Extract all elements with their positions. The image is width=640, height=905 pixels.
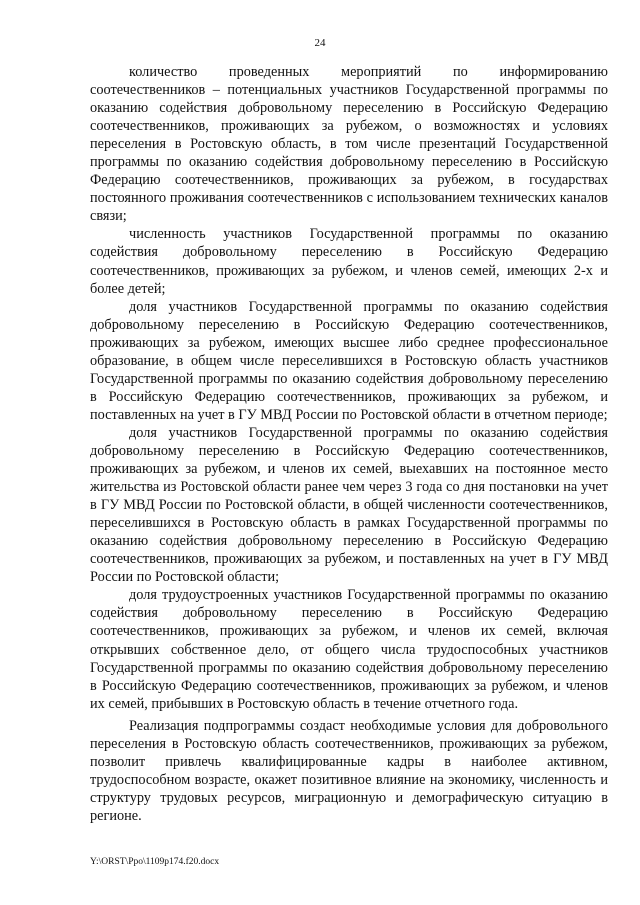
paragraph-employed-share: доля трудоустроенных участников Государственной программы по оказанию содействия добровольному переселению в Российскую Федерацию соотечественников, проживающих за рубежом, и членов их семей, включая открывших собственное дело, от общего числа трудоспособных участников Государственной программы по оказанию содействия добровольному переселению в Российскую Федерацию соотечественников, проживающих за рубежом, и членов их семей, прибывших в Ростовскую область в течение отчетного года. (90, 587, 608, 712)
page-number: 24 (314, 37, 326, 49)
paragraph-events-count: количество проведенных мероприятий по информированию соотечественников – потенциальных участников Государственной программы по оказанию содействия добровольному переселению в Российскую Федерацию соотечественников, проживающих за рубежом, о возможностях и условиях переселения в Ростовскую область, в том числе презентаций Государственной программы по оказанию содействия добровольному переселению в Российскую Федерацию соотечественников, проживающих за рубежом, в государствах постоянного проживания соотечественников с использованием технических каналов связи; (90, 64, 608, 225)
paragraph-large-families: численность участников Государственной программы по оказанию содействия добровольному переселению в Российскую Федерацию соотечественников, проживающих за рубежом, и членов семей, имеющих 2-х и более детей; (90, 226, 608, 297)
paragraph-departed-share: доля участников Государственной программы по оказанию содействия добровольному переселению в Российскую Федерацию соотечественников, проживающих за рубежом, и членов их семей, выехавших на постоянное место жительства из Ростовской области ранее чем через 3 года со дня постановки на учет в ГУ МВД России по Ростовской области, в общей численности соотечественников, переселившихся в Ростовскую область в рамках Государственной программы по оказанию содействия добровольному переселению в Российскую Федерацию соотечественников, проживающих за рубежом, и поставленных на учет в ГУ МВД России по Ростовской области; (90, 424, 608, 586)
paragraph-higher-education-share: доля участников Государственной программы по оказанию содействия добровольному переселению в Российскую Федерацию соотечественников, проживающих за рубежом, имеющих высшее либо среднее профессиональное образование, в общем числе переселившихся в Ростовскую область участников Государственной программы по оказанию содействия добровольному переселению в Российскую Федерацию соотечественников, проживающих за рубежом, и поставленных на учет в ГУ МВД России по Ростовской области в отчетном периоде; (90, 298, 608, 423)
document-body (90, 63, 608, 825)
footer-file-path: Y:\ORST\Ppo\1109p174.f20.docx (90, 857, 220, 867)
paragraph-implementation-outcome: Реализация подпрограммы создаст необходимые условия для добровольного переселения в Ростовскую область соотечественников, проживающих за рубежом, позволит привлечь квалифицированные кадры в наиболее активном, трудоспособном возрасте, окажет позитивное влияние на экономику, численность и структуру трудовых ресурсов, миграционную и демографическую ситуацию в регионе. (90, 717, 608, 824)
